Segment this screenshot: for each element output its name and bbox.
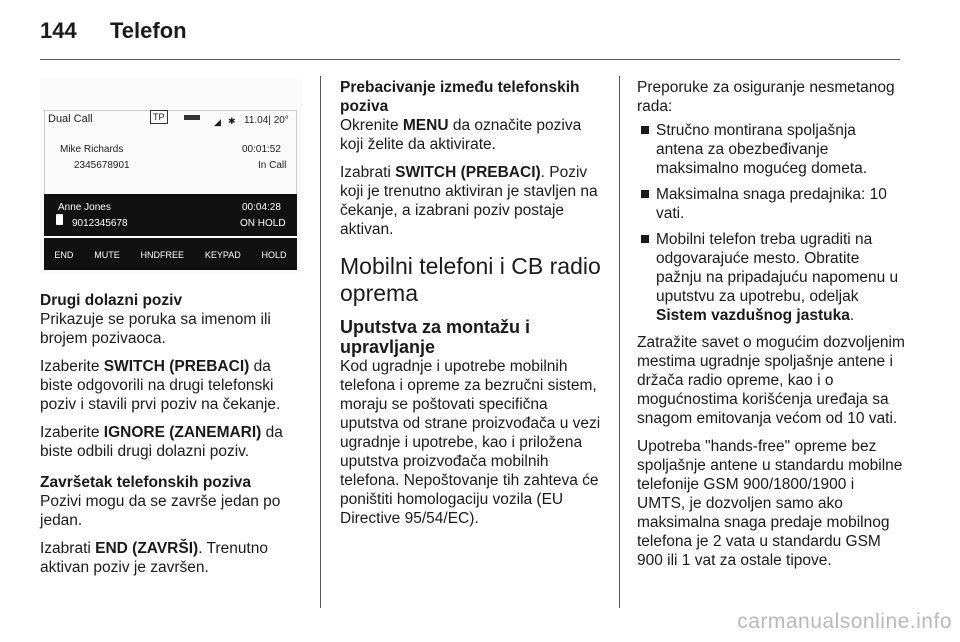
page-title: Telefon — [110, 18, 187, 43]
screen-title: Dual Call — [48, 113, 93, 125]
paragraph: Okrenite MENU da označite poziva koji želite da aktivirate. — [340, 117, 582, 153]
list-item: Maksimalna snaga predajnika: 10 vati. — [637, 185, 905, 223]
list-item: Stručno montirana spoljašnja antena za obezbeđivanje maksimalno mogućeg dometa. — [637, 121, 905, 178]
column-3 — [637, 78, 905, 579]
paragraph: Upotreba "hands-free" opreme bez spoljašnje antene u standardu mobilne telefonije GSM 900/1800/1900 i UMTS, je dozvoljen samo ako maksimalna snaga predaje mobilnog telefona je 2 vata u standardu GSM 900 ili 1 vat za ostale tipove. — [637, 438, 903, 569]
screen-separator — [44, 236, 297, 238]
column-2 — [340, 78, 606, 537]
call1-state: In Call — [258, 160, 287, 171]
bluetooth-icon: ✱ — [228, 116, 236, 126]
call1-name: Mike Richards — [60, 144, 124, 155]
paragraph: Pozivi mogu da se završe jedan po jedan. — [40, 493, 281, 529]
keypad-button[interactable]: KEYPAD — [204, 250, 241, 260]
call2-name: Anne Jones — [58, 202, 111, 213]
paragraph: Izaberite IGNORE (ZANEMARI) da biste odbili drugi dolazni poziv. — [40, 424, 283, 460]
bullet-icon — [641, 126, 649, 134]
section-title-end-calls: Završetak telefonskih poziva — [40, 474, 252, 491]
screen-button-row — [44, 246, 297, 265]
paragraph: Kod ugradnje i upotrebe mobilnih telefona i opreme za bezručni sistem, moraju se poštovati specifična uputstva od strane proizvođača u vezi ugradnje i upotrebe, kao i priložena uputstva proizvođača mobilnih telefona. Nepoštovanje tih zahteva će poništiti homologaciju vozila (EU Directive 95/54/EC). — [340, 358, 601, 527]
paragraph: Zatražite savet o mogućim dozvoljenim mestima ugradnje spoljašnje antene i držača radio opreme, kao i o mogućnostima korišćenja uređaja sa snagom emitovanja većom od 10 vati. — [637, 334, 905, 427]
paragraph: Izaberite SWITCH (PREBACI) da biste odgovorili na drugi telefonski poziv i stavili prvi poziv na čekanje. — [40, 358, 281, 413]
status-clock: 11.04| 20° — [244, 115, 289, 126]
bullet-icon — [641, 235, 649, 243]
page-number: 144 — [40, 18, 77, 43]
section-title-second-call: Drugi dolazni poziv — [40, 292, 183, 309]
column-1 — [40, 78, 302, 586]
hold-button[interactable]: HOLD — [261, 250, 287, 260]
heading-mobile-phones-cb: Mobilni telefoni i CB radio oprema — [340, 253, 601, 306]
handsfree-button[interactable]: HNDFREE — [140, 250, 185, 260]
signal-icon: ◢ — [214, 117, 221, 127]
section-title-switch-calls: Prebacivanje između telefonskih poziva — [340, 79, 580, 115]
call1-number: 2345678901 — [74, 160, 130, 171]
end-button[interactable]: END — [54, 250, 74, 260]
paragraph: Izabrati END (ZAVRŠI). Trenutno aktivan poziv je završen. — [40, 540, 268, 576]
page-header — [40, 18, 187, 48]
call2-number: 9012345678 — [72, 218, 128, 229]
call1-time: 00:01:52 — [242, 144, 281, 155]
call2-time: 00:04:28 — [242, 202, 281, 213]
bullet-icon — [641, 190, 649, 198]
paragraph: Prikazuje se poruka sa imenom ili brojem pozivaoca. — [40, 311, 271, 347]
call2-state: ON HOLD — [240, 218, 286, 229]
list-item: Mobilni telefon treba ugraditi na odgovarajuće mesto. Obratite pažnju na pripadajuću napomenu u uputstvu za upotrebu, odeljak Sistem vazdušnog jastuka. — [637, 230, 905, 325]
phone-icon — [56, 214, 63, 225]
mute-button[interactable]: MUTE — [94, 250, 120, 260]
column-divider-1 — [320, 76, 321, 608]
active-call-row — [44, 110, 297, 171]
held-call-panel — [44, 194, 297, 270]
tp-indicator: TP — [150, 110, 168, 124]
dual-call-screen-image — [40, 78, 302, 273]
column-divider-2 — [619, 76, 620, 608]
heading-installation: Uputstva za montažu i upravljanje — [340, 317, 531, 357]
paragraph: Izabrati SWITCH (PREBACI). Poziv koji je trenutno aktiviran je stavljen na čekanje, a izabrani poziv postaje aktivan. — [340, 164, 598, 238]
paragraph: Preporuke za osiguranje nesmetanog rada: — [637, 79, 895, 115]
recommendation-list — [637, 121, 905, 325]
header-divider — [40, 59, 900, 60]
watermark: carmanualsonline.info — [737, 610, 952, 633]
